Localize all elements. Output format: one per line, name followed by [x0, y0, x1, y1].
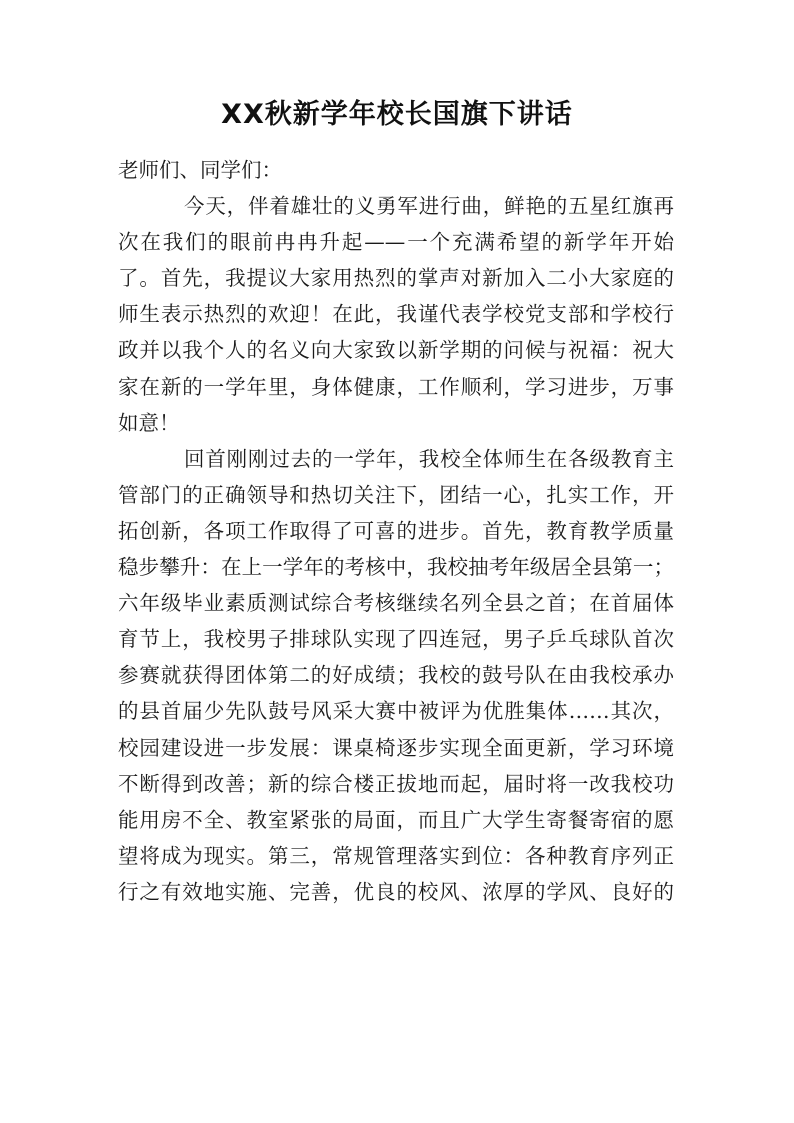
- paragraph-line: 如意！: [118, 410, 180, 435]
- paragraph-line: 参赛就获得团体第二的好成绩；我校的鼓号队在由我校承办: [118, 663, 674, 688]
- paragraph-line: 的县首届少先队鼓号风采大赛中被评为优胜集体……其次，: [118, 699, 674, 724]
- salutation: 老师们、同学们：: [118, 158, 282, 182]
- paragraph-line: 能用房不全、教室紧张的局面，而且广大学生寄餐寄宿的愿: [118, 807, 674, 832]
- paragraph-line: 政并以我个人的名义向大家致以新学期的问候与祝福：祝大: [118, 338, 674, 363]
- paragraph-line: 师生表示热烈的欢迎！在此，我谨代表学校党支部和学校行: [118, 302, 674, 327]
- paragraph-1: [118, 188, 674, 441]
- paragraph-line: 六年级毕业素质测试综合考核继续名列全县之首；在首届体: [118, 591, 674, 616]
- paragraph-line: 校园建设进一步发展：课桌椅逐步实现全面更新，学习环境: [118, 735, 674, 760]
- paragraph-line: 次在我们的眼前冉冉升起——一个充满希望的新学年开始: [118, 230, 674, 255]
- paragraph-line: 育节上，我校男子排球队实现了四连冠，男子乒乓球队首次: [118, 627, 674, 652]
- paragraph-line: 今天，伴着雄壮的义勇军进行曲，鲜艳的五星红旗再: [184, 194, 674, 219]
- paragraph-line: 稳步攀升：在上一学年的考核中，我校抽考年级居全县第一；: [118, 555, 674, 580]
- paragraph-line: 拓创新，各项工作取得了可喜的进步。首先，教育教学质量: [118, 518, 674, 543]
- paragraph-line: 回首刚刚过去的一学年，我校全体师生在各级教育主: [184, 446, 674, 471]
- paragraph-line: 行之有效地实施、完善，优良的校风、浓厚的学风、良好的: [118, 879, 674, 904]
- document-title: XX秋新学年校长国旗下讲话: [221, 99, 573, 130]
- paragraph-2: [118, 441, 674, 910]
- paragraph-line: 了。首先，我提议大家用热烈的掌声对新加入二小大家庭的: [118, 266, 674, 291]
- document-body: [118, 152, 674, 910]
- paragraph-line: 不断得到改善；新的综合楼正拔地而起，届时将一改我校功: [118, 771, 674, 796]
- paragraph-line: 望将成为现实。第三，常规管理落实到位：各种教育序列正: [118, 843, 674, 868]
- paragraph-line: 家在新的一学年里，身体健康，工作顺利，学习进步，万事: [118, 374, 674, 399]
- paragraph-line: 管部门的正确领导和热切关注下，团结一心，扎实工作，开: [118, 482, 674, 507]
